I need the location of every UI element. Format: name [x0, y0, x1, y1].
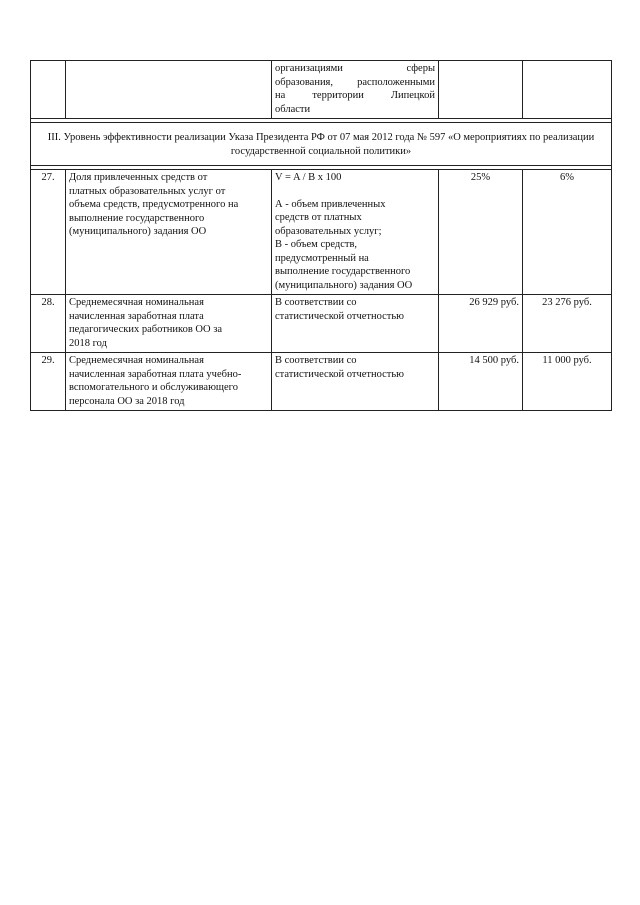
formula-line: выполнение государственного: [275, 266, 411, 277]
formula-line: статистической отчетностью: [275, 368, 405, 380]
indicator-name: [66, 170, 272, 295]
formula-line: В соответствии со: [275, 297, 357, 308]
formula-line: В соответствии со: [275, 355, 357, 366]
table-row-continuation: [31, 61, 612, 119]
cell-formula: [272, 61, 439, 119]
table-row: [31, 353, 612, 411]
indicators-table: [30, 60, 612, 411]
table-row: [31, 170, 612, 295]
formula-line: средств от платных: [275, 212, 362, 223]
formula-line: образовательных услуг;: [275, 225, 382, 237]
name-line: выполнение государственного: [69, 212, 205, 224]
formula-cell: [272, 170, 439, 295]
value-2: 6%: [523, 170, 612, 295]
row-number: 28.: [31, 295, 66, 353]
formula-line: В - объем средств,: [275, 239, 358, 250]
formula-line: (муниципального) задания ОО: [275, 279, 413, 291]
formula-cell: [272, 295, 439, 353]
formula-line: области: [275, 103, 311, 115]
name-line: Доля привлеченных средств от: [69, 172, 208, 183]
formula-cell: [272, 353, 439, 411]
name-line: Среднемесячная номинальная: [69, 355, 204, 366]
formula-head: V = A / B x 100: [275, 172, 342, 183]
cell-value-2: [523, 61, 612, 119]
value-2: 23 276 руб.: [523, 295, 612, 353]
name-line: объема средств, предусмотренного на: [69, 199, 239, 210]
formula-line: статистической отчетностью: [275, 310, 405, 322]
name-line: Среднемесячная номинальная: [69, 297, 204, 308]
indicator-name: [66, 295, 272, 353]
name-line: 2018 год: [69, 337, 107, 349]
value-2: 11 000 руб.: [523, 353, 612, 411]
section-header-row: [31, 123, 612, 166]
section-title: III. Уровень эффективности реализации Указа Президента РФ от 07 мая 2012 года № 597 «О мероприятиях по реализации государственной социальной политики»: [31, 123, 612, 166]
table-row: [31, 295, 612, 353]
row-number: 29.: [31, 353, 66, 411]
name-line: начисленная заработная плата учебно-: [69, 368, 242, 380]
value-1: 26 929 руб.: [439, 295, 523, 353]
name-line: педагогических работников ОО за: [69, 324, 223, 335]
row-number: 27.: [31, 170, 66, 295]
name-line: (муниципального) задания ОО: [69, 226, 207, 237]
formula-line: предусмотренный на: [275, 252, 369, 264]
name-line: персонала ОО за 2018 год: [69, 395, 185, 407]
name-line: начисленная заработная плата: [69, 310, 204, 322]
paragraph-gap: [275, 185, 435, 198]
cell-name: [66, 61, 272, 119]
formula-line: организациями сферы: [275, 63, 435, 74]
value-1: 25%: [439, 170, 523, 295]
value-1: 14 500 руб.: [439, 353, 523, 411]
formula-line: образования, расположенными: [275, 76, 435, 88]
indicator-name: [66, 353, 272, 411]
name-line: платных образовательных услуг от: [69, 185, 226, 197]
name-line: вспомогательного и обслуживающего: [69, 382, 238, 393]
formula-line: А - объем привлеченных: [275, 198, 386, 210]
cell-value-1: [439, 61, 523, 119]
cell-num: [31, 61, 66, 119]
formula-line: на территории Липецкой: [275, 90, 435, 101]
